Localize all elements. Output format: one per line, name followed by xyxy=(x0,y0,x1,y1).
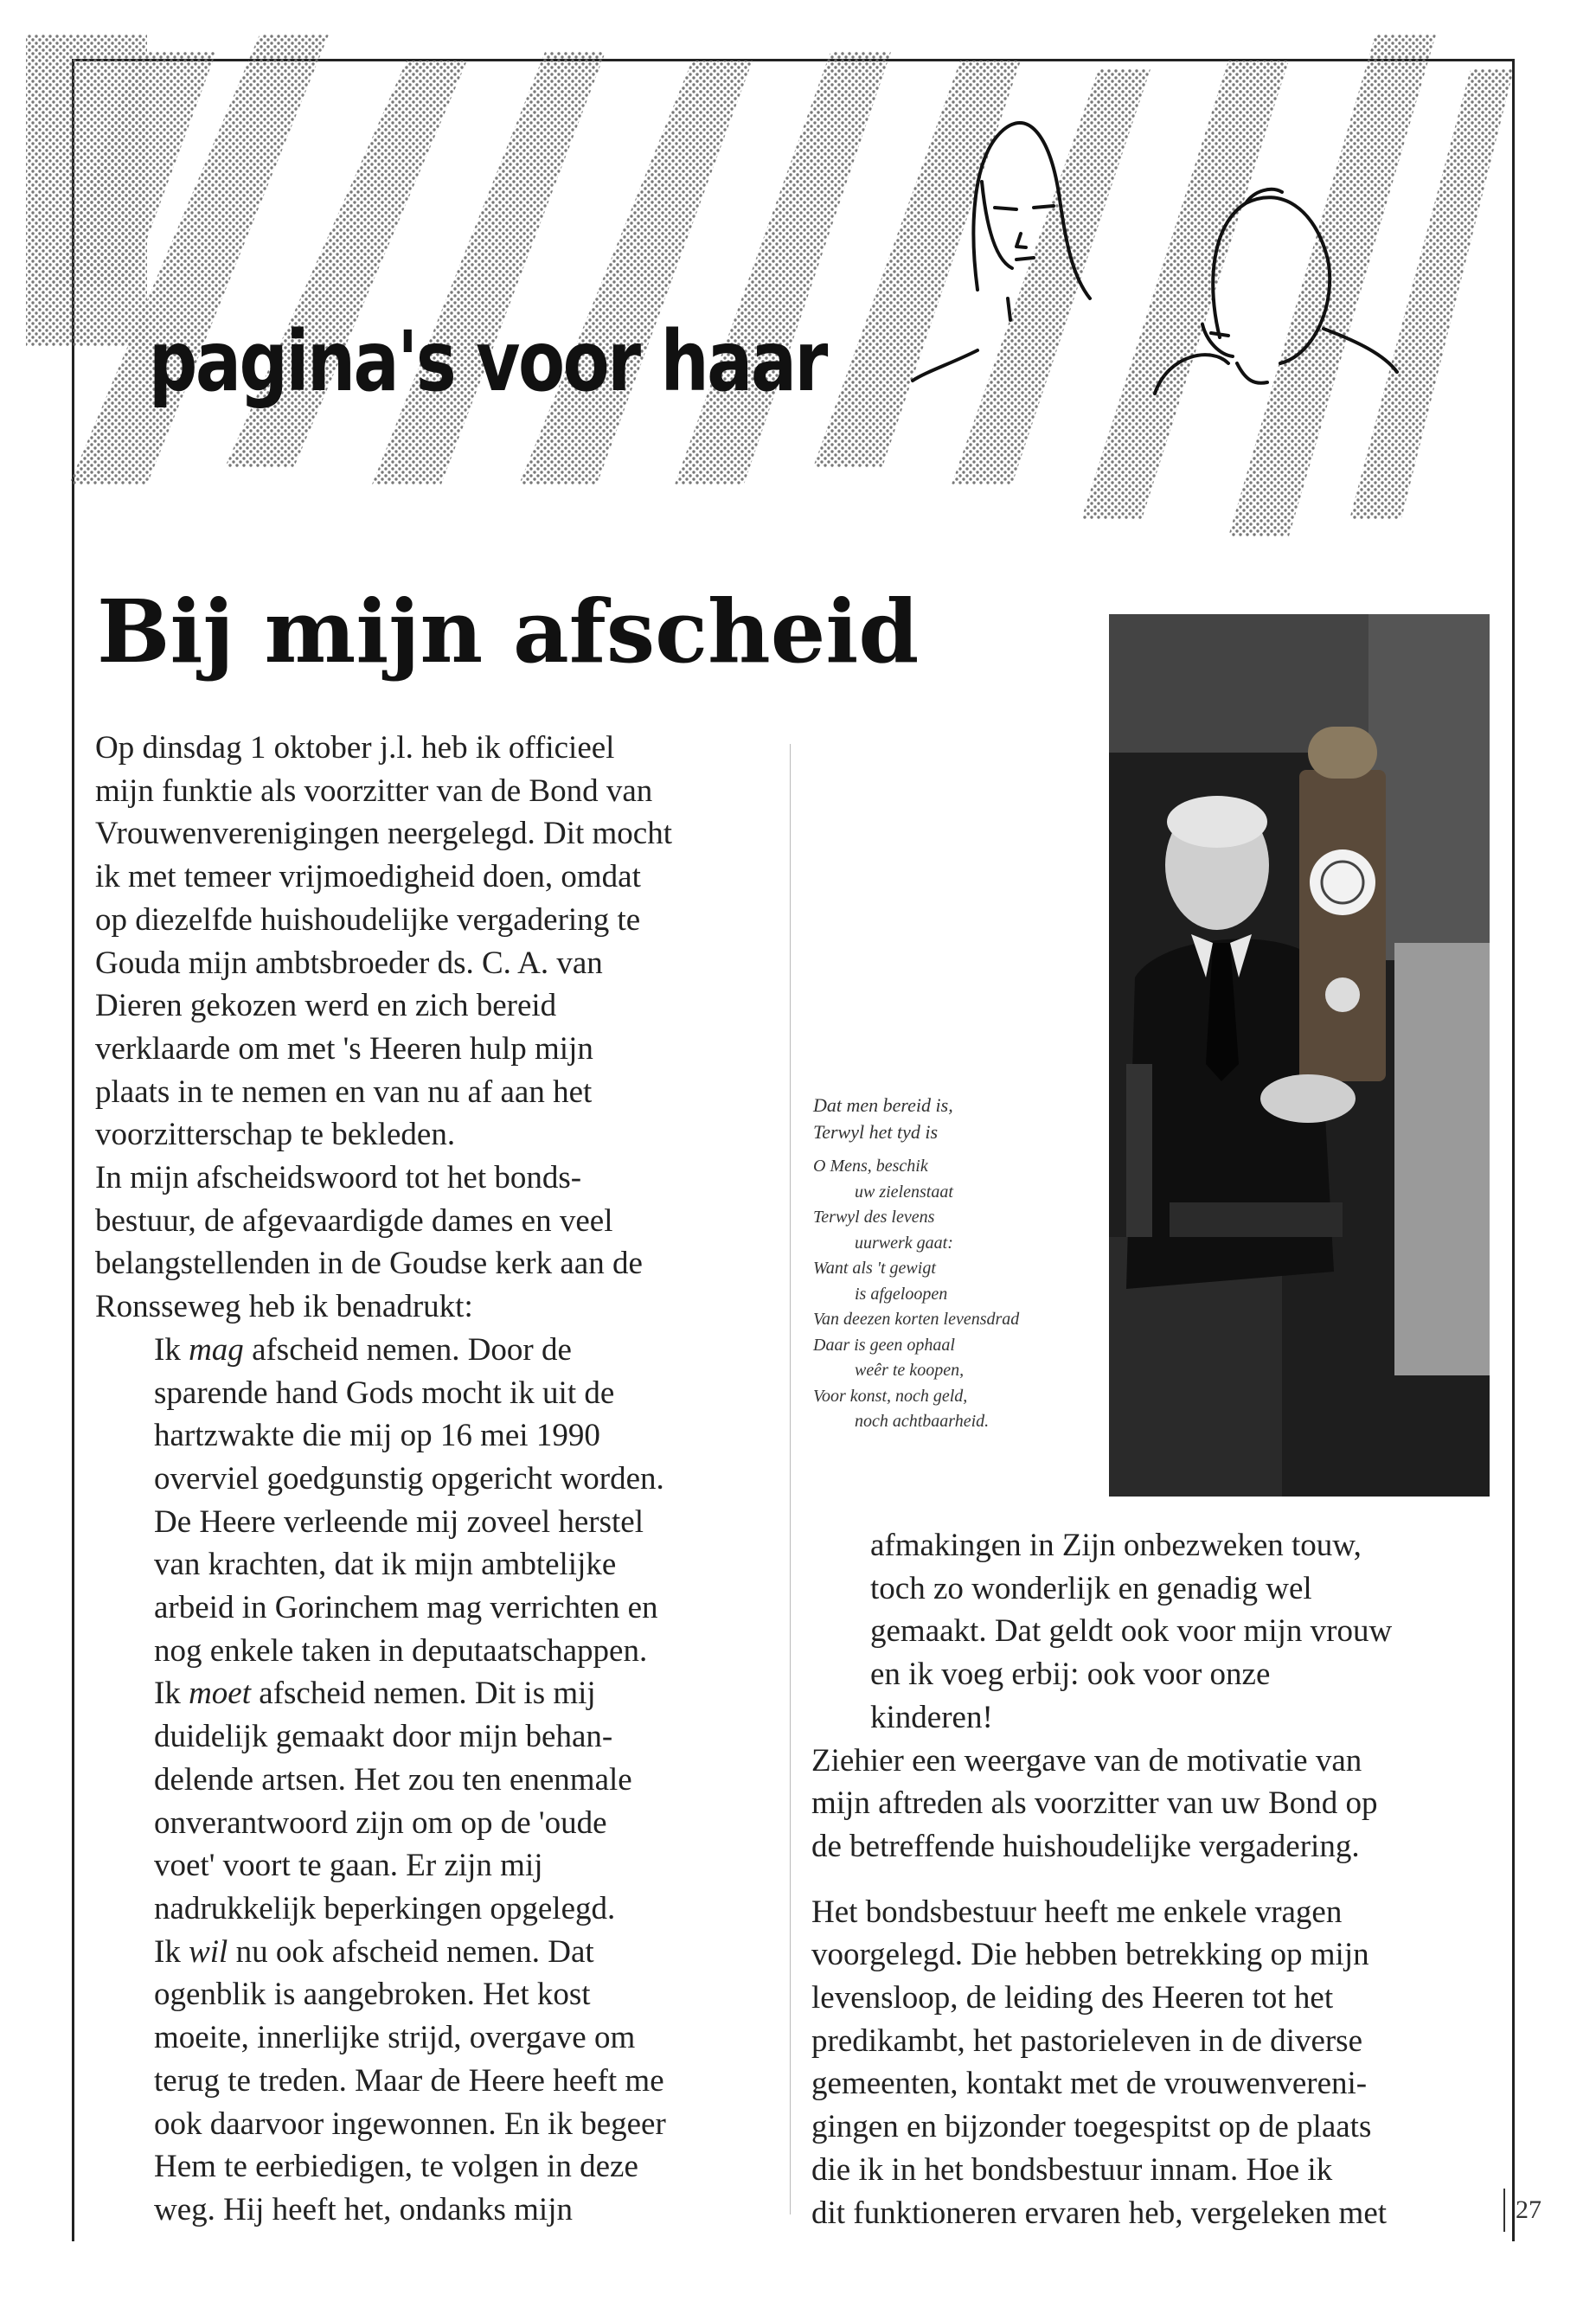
quote-line: nadrukkelijk beperkingen opgelegd. xyxy=(154,1890,616,1926)
caption-line: Dat men bereid is, xyxy=(813,1094,953,1116)
quote-line: kinderen! xyxy=(870,1699,993,1735)
quote-line: moeite, innerlijke strijd, overgave om xyxy=(154,2020,636,2056)
caption-line: noch achtbaarheid. xyxy=(855,1412,990,1431)
caption-line: is afgeloopen xyxy=(855,1284,948,1304)
quote-line: van krachten, dat ik mijn ambtelijke xyxy=(154,1547,617,1583)
text-line: de betreffende huishoudelijke vergadering. xyxy=(811,1828,1360,1864)
article-left-column xyxy=(95,727,787,2232)
text-line: dit funktioneren ervaren heb, vergeleken met xyxy=(811,2195,1388,2231)
caption-line: uurwerk gaat: xyxy=(855,1233,953,1253)
caption-line: O Mens, beschik xyxy=(813,1157,928,1176)
left-intro xyxy=(95,727,787,1329)
article-title: Bij mijn afscheid xyxy=(97,580,920,683)
right-quote xyxy=(811,1524,1477,1740)
caption-line: Van deezen korten levensdrad xyxy=(813,1310,1020,1329)
quote-line: weg. Hij heeft het, ondanks mijn xyxy=(154,2191,573,2227)
caption-line: uw zielenstaat xyxy=(855,1182,953,1202)
poem-caption xyxy=(813,1092,1107,1435)
text-line: Dieren gekozen werd en zich bereid xyxy=(95,988,557,1024)
text-line: Vrouwenverenigingen neergelegd. Dit mocht xyxy=(95,816,672,852)
text-line: Gouda mijn ambtsbroeder ds. C. A. van xyxy=(95,945,603,981)
caption-line: Terwyl des levens xyxy=(813,1208,935,1227)
quote-line: Ik mag afscheid nemen. Door de xyxy=(154,1331,572,1368)
quote-line: overviel goedgunstig opgericht worden. xyxy=(154,1460,664,1497)
column-divider xyxy=(790,744,791,2214)
text-line: mijn funktie als voorzitter van de Bond van xyxy=(95,772,653,809)
left-quote xyxy=(95,1329,787,2232)
right-paragraph-1 xyxy=(811,1740,1477,1868)
text-line: Het bondsbestuur heeft me enkele vragen xyxy=(811,1894,1343,1930)
quote-line: Ik moet afscheid nemen. Dit is mij xyxy=(154,1676,596,1712)
text-line: gemeenten, kontakt met de vrouwenvereni- xyxy=(811,2066,1368,2102)
quote-line: ook daarvoor ingewonnen. En ik begeer xyxy=(154,2106,666,2142)
article-right-column xyxy=(811,1524,1477,2234)
text-line: In mijn afscheidswoord tot het bonds- xyxy=(95,1160,582,1196)
quote-line: Hem te eerbiedigen, te volgen in deze xyxy=(154,2149,638,2185)
quote-line: en ik voeg erbij: ook voor onze xyxy=(870,1657,1271,1693)
quote-line: voet' voort te gaan. Er zijn mij xyxy=(154,1848,543,1884)
text-line: predikambt, het pastorieleven in de diverse xyxy=(811,2022,1363,2059)
text-line: gingen en bijzonder toegespitst op de plaats xyxy=(811,2109,1372,2145)
text-line: ik met temeer vrijmoedigheid doen, omdat xyxy=(95,859,641,895)
caption-lead xyxy=(813,1092,1107,1145)
quote-line: ogenblik is aangebroken. Het kost xyxy=(154,1977,591,2013)
quote-line: De Heere verleende mij zoveel herstel xyxy=(154,1503,644,1540)
text-line: voorgelegd. Die hebben betrekking op mijn xyxy=(811,1937,1369,1973)
caption-line: weêr te koopen, xyxy=(855,1361,965,1380)
quote-line: delende artsen. Het zou ten enenmale xyxy=(154,1761,632,1798)
text-line: op diezelfde huishoudelijke vergadering te xyxy=(95,901,641,938)
quote-line: toch zo wonderlijk en genadig wel xyxy=(870,1570,1312,1606)
caption-line: Want als 't gewigt xyxy=(813,1259,936,1278)
text-line: Ziehier een weergave van de motivatie van xyxy=(811,1742,1362,1779)
quote-line: hartzwakte die mij op 16 mei 1990 xyxy=(154,1418,600,1454)
right-paragraph-2 xyxy=(811,1891,1477,2235)
text-line: die ik in het bondsbestuur innam. Hoe ik xyxy=(811,2151,1333,2188)
caption-line: Daar is geen ophaal xyxy=(813,1335,955,1355)
quote-line: afmakingen in Zijn onbezweken touw, xyxy=(870,1528,1362,1563)
quote-line: sparende hand Gods mocht ik uit de xyxy=(154,1375,615,1411)
text-line: bestuur, de afgevaardigde dames en veel xyxy=(95,1202,613,1239)
page-number: 27 xyxy=(1516,2195,1542,2224)
text-line: Ronsseweg heb ik benadrukt: xyxy=(95,1289,473,1325)
page-number-rule xyxy=(1503,2189,1505,2232)
text-line: Op dinsdag 1 oktober j.l. heb ik officieel xyxy=(95,730,615,766)
quote-line: duidelijk gemaakt door mijn behan- xyxy=(154,1719,613,1755)
quote-line: nog enkele taken in deputaatschappen. xyxy=(154,1632,648,1669)
text-line: plaats in te nemen en van nu af aan het xyxy=(95,1074,593,1110)
quote-line: arbeid in Gorinchem mag verrichten en xyxy=(154,1590,658,1626)
caption-poem xyxy=(813,1154,1107,1435)
quote-line: onverantwoord zijn om op de 'oude xyxy=(154,1804,607,1841)
text-line: belangstellenden in de Goudse kerk aan de xyxy=(95,1246,643,1282)
text-line: mijn aftreden als voorzitter van uw Bond op xyxy=(811,1785,1378,1822)
section-title: pagina's voor haar xyxy=(149,313,826,410)
text-line: levensloop, de leiding des Heeren tot het xyxy=(811,1980,1334,2016)
text-line: verklaarde om met 's Heeren hulp mijn xyxy=(95,1030,593,1067)
caption-line: Terwyl het tyd is xyxy=(813,1121,939,1143)
text-line: voorzitterschap te bekleden. xyxy=(95,1117,456,1153)
header-illustration xyxy=(0,0,1596,571)
caption-line: Voor konst, noch geld, xyxy=(813,1386,968,1406)
article-photo xyxy=(1109,614,1490,1497)
quote-line: terug te treden. Maar de Heere heeft me xyxy=(154,2062,664,2099)
quote-line: Ik wil nu ook afscheid nemen. Dat xyxy=(154,1933,594,1970)
quote-line: gemaakt. Dat geldt ook voor mijn vrouw xyxy=(870,1613,1393,1650)
